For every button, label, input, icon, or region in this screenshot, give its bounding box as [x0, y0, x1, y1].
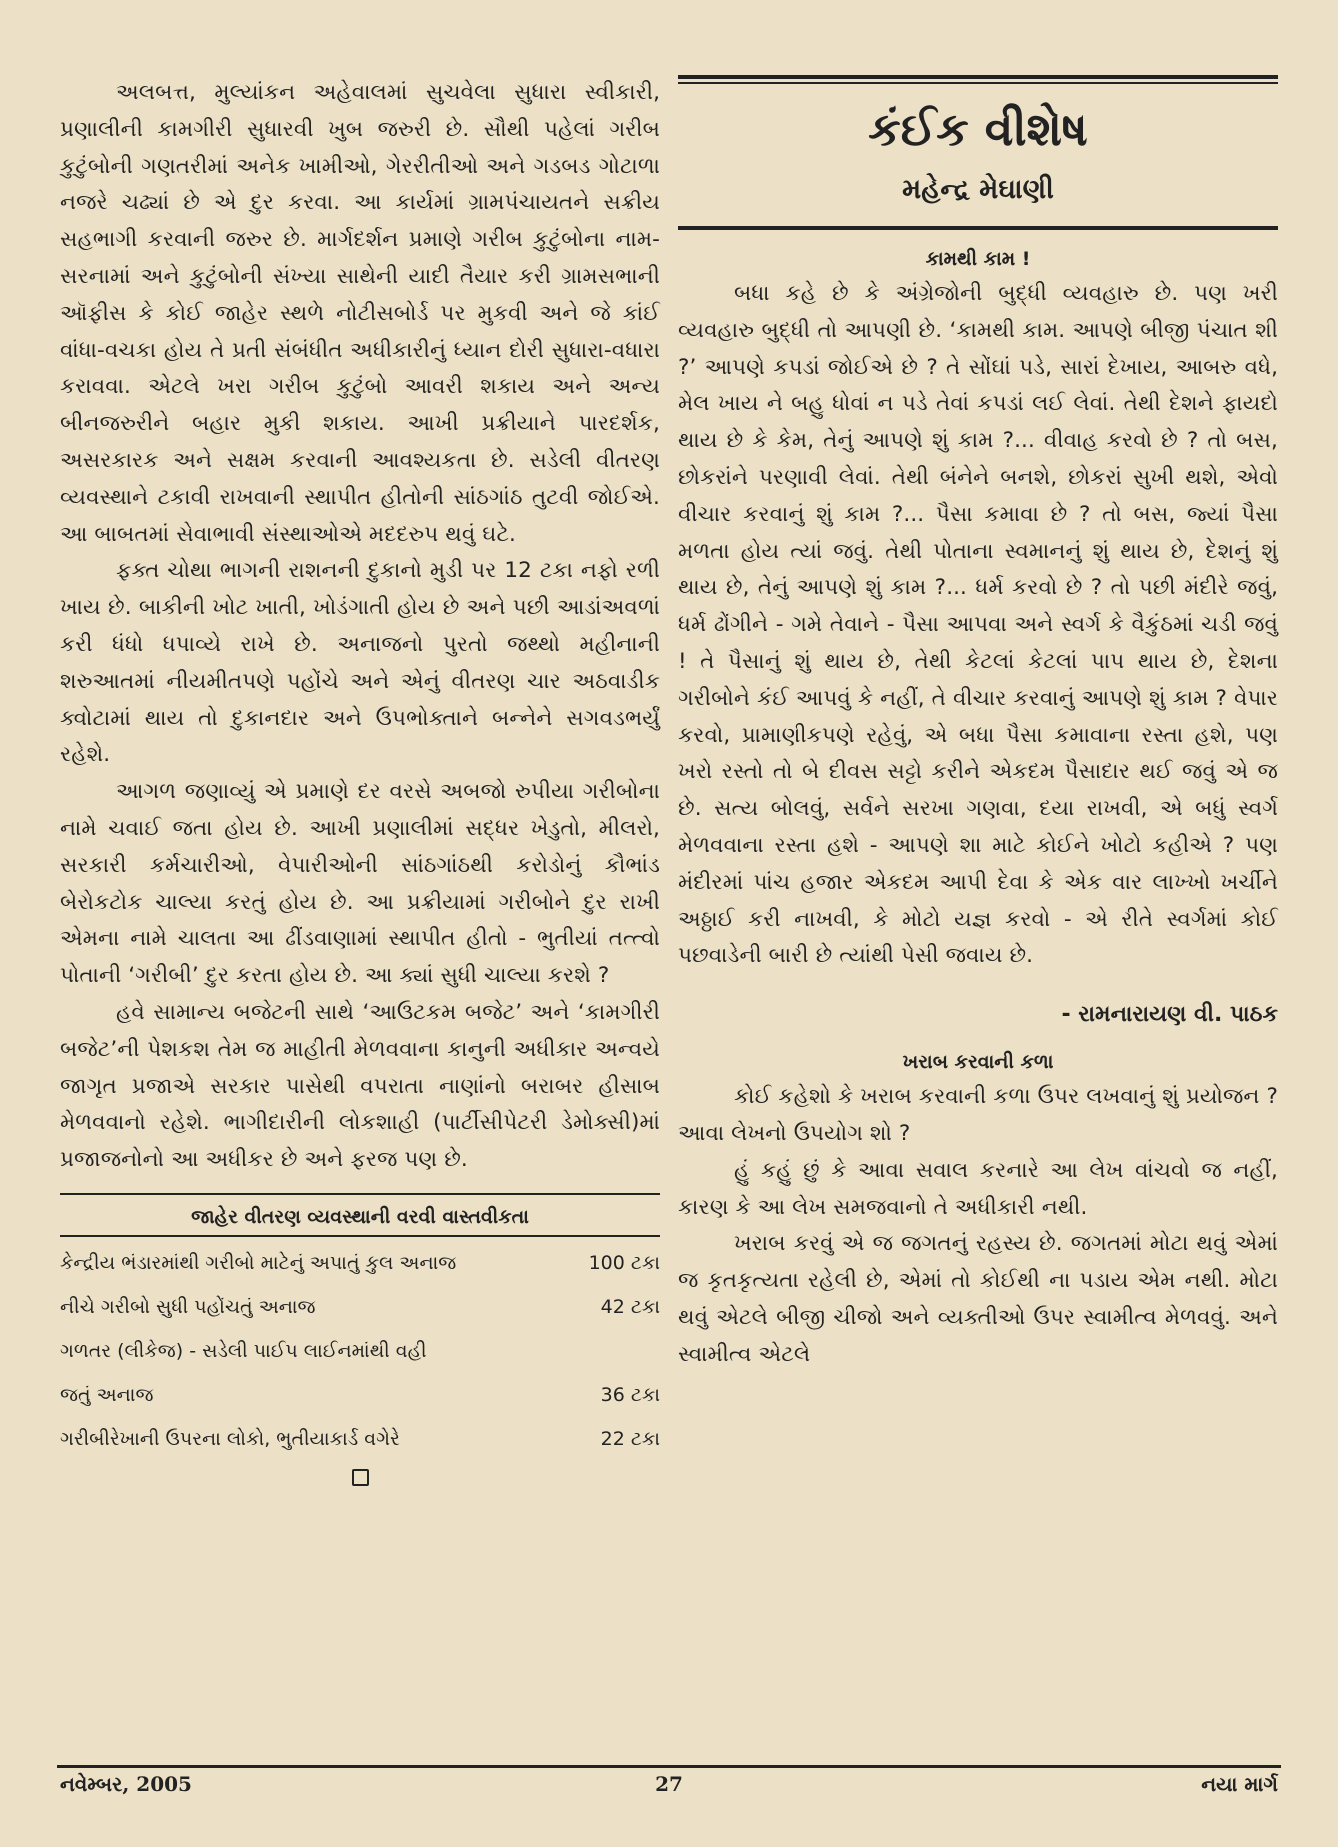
column-top-rule-thin: [678, 82, 1278, 84]
box-row-label: નીચે ગરીબો સુધી પહોંચતું અનાજ: [60, 1295, 316, 1318]
left-paragraph-2: ફક્ત ચોથા ભાગની રાશનની દુકાનો મુડી પર 12 ટકા નફો રળી ખાય છે. બાકીની ખોટ ખાતી, ખોડંગાતી હોય છે અને પછી આડાંઅવળાં કરી ધંધો ધપાવ્યે રાખે છે. અનાજનો પુરતો જથ્થો મહીનાની શરુઆતમાં નીયમીતપણે પહોંચે અને એનું વીતરણ ચાર અઠવાડીક ક્વોટામાં થાય તો દુકાનદાર અને ઉપભોક્તાને બન્નેને સગવડભર્યું રહેશે.: [60, 558, 660, 768]
section1-paragraph: બધા કહે છે કે અંગ્રેજોની બુદ્ધી વ્યવહારુ છે. પણ ખરી વ્યવહારુ બુદ્ધી તો આપણી છે. ‘કામથી કામ. આપણે બીજી પંચાત શી ?’ આપણે કપડાં જોઈએ છે ? તે સોંઘાં પડે, સારાં દેખાય, આબરુ વધે, મેલ ખાય ને બહુ ધોવાં ન પડે તેવાં કપડાં લઈ લેવાં. તેથી દેશને ફાયદો થાય છે કે કેમ, તેનું આપણે શું કામ ?... વીવાહ કરવો છે ? તો બસ, છોકરાંને પરણાવી લેવાં. તેથી બંનેને બનશે, છોકરાં સુખી થશે, એવો વીચાર કરવાનું શું કામ ?... પૈસા કમાવા છે ? તો બસ, જ્યાં પૈસા મળતા હોય ત્યાં જવું. તેથી પોતાના સ્વમાનનું શું થાય છે, દેશનું શું થાય છે, તેનું આપણે શું કામ ?... ધર્મ કરવો છે ? તો પછી મંદીરે જવું, ધર્મ ઢોંગીને - ગમે તેવાને - પૈસા આપવા અને સ્વર્ગ કે વૈકુંઠમાં ચડી જવું ! તે પૈસાનું શું થાય છે, તેથી કેટલાં કેટલાં પાપ થાય છે, દેશના ગરીબોને કંઈ આપવું કે નહીં, તે વીચાર કરવાનું આપણે શું કામ ? વેપાર કરવો, પ્રામાણીકપણે રહેવું, એ બધા પૈસા કમાવાના રસ્તા હશે, પણ ખરો રસ્તો તો બે દીવસ સટ્ટો કરીને એકદમ પૈસાદાર થઈ જવું એ જ છે. સત્ય બોલવું, સર્વને સરખા ગણવા, દયા રાખવી, એ બધું સ્વર્ગ મેળવવાના રસ્તા હશે - આપણે શા માટે કોઈને ખોટો કહીએ ? પણ મંદીરમાં પાંચ હજાર એકદમ આપી દેવા કે એક વાર લાખ્ખો ખર્ચીને અઠ્ઠાઈ કરી નાખવી, કે મોટો યજ્ઞ કરવો - એ રીતે સ્વર્ગમાં કોઈ પછવાડેની બારી છે ત્યાંથી પેસી જવાય છે.: [678, 281, 1278, 969]
column-title: કંઈક વીશેષ: [868, 102, 1088, 156]
box-row-value: 42 ટકા: [600, 1295, 660, 1318]
box-row-value: 100 ટકા: [588, 1251, 660, 1274]
section2-paragraph-3: ખરાબ કરવું એ જ જગતનું રહસ્ય છે. જગતમાં મોટા થવું એમાં જ કૃતકૃત્યતા રહેલી છે, એમાં તો કોઈથી ના પડાય એમ નથી. મોટા થવું એટલે બીજી ચીજો અને વ્યક્તીઓ ઉપર સ્વામીત્વ મેળવવું. અને સ્વામીત્વ એટલે: [678, 1231, 1278, 1367]
page-footer: [60, 1772, 1278, 1812]
section2-paragraph-2: હું કહું છું કે આવા સવાલ કરનારે આ લેખ વાંચવો જ નહીં, કારણ કે આ લેખ સમજવાનો તે અધીકારી નથી.: [678, 1157, 1278, 1220]
end-mark-icon: [352, 1469, 369, 1486]
box-row-label: ગરીબીરેખાની ઉપરના લોકો, ભુતીયાકાર્ડ વગેરે: [60, 1427, 400, 1450]
footer-magazine-name: નયા માર્ગ: [1201, 1772, 1278, 1796]
column-header-rule: [678, 226, 1278, 230]
box-row: [60, 1417, 660, 1461]
box-row-label: જતું અનાજ: [60, 1383, 154, 1406]
box-title-rule: [60, 1235, 660, 1237]
column-author: મહેન્દ્ર મેઘાણી: [902, 174, 1054, 205]
left-paragraph-4: હવે સામાન્ય બજેટની સાથે ‘આઉટકમ બજેટ’ અને ‘કામગીરી બજેટ’ની પેશકશ તેમ જ માહીતી મેળવવાના કાનુની અધીકાર અન્વયે જાગૃત પ્રજાએ સરકાર પાસેથી વપરાતા નાણાંનો બરાબર હીસાબ મેળવવાનો રહેશે. ભાગીદારીની લોકશાહી (પાર્ટીસીપેટરી ડેમોક્સી)માં પ્રજાજનોનો આ અધીકર છે અને ફરજ પણ છે.: [60, 999, 660, 1173]
box-row-value: 22 ટકા: [600, 1427, 660, 1450]
section1-heading: કામથી કામ !: [925, 248, 1031, 270]
box-row: [60, 1241, 660, 1285]
box-row-value: 36 ટકા: [600, 1383, 660, 1406]
box-row-label: ગળતર (લીકેજ) - સડેલી પાઈપ લાઈનમાંથી વહી: [60, 1339, 427, 1362]
box-top-rule: [60, 1193, 660, 1195]
footer-page-number: 27: [655, 1772, 683, 1796]
box-rows: [60, 1241, 660, 1461]
footer-date: નવેમ્બર, 2005: [60, 1772, 192, 1796]
box-row: [60, 1373, 660, 1417]
right-column: [678, 75, 1278, 1374]
section2-paragraph-1: કોઈ કહેશો કે ખરાબ કરવાની કળા ઉપર લખવાનું શું પ્રયોજન ? આવા લેખનો ઉપયોગ શો ?: [678, 1084, 1278, 1146]
section2-heading: ખરાબ કરવાની કળા: [902, 1051, 1054, 1074]
left-column: [60, 75, 660, 1486]
box-row-label: કેન્દ્રીય ભંડારમાંથી ગરીબો માટેનું અપાતું કુલ અનાજ: [60, 1251, 457, 1274]
box-row: [60, 1285, 660, 1329]
pds-reality-box: [60, 1193, 660, 1486]
left-paragraph-1: અલબત્ત, મુલ્યાંકન અહેવાલમાં સુચવેલા સુધારા સ્વીકારી, પ્રણાલીની કામગીરી સુધારવી ખુબ જરુરી છે. સૌથી પહેલાં ગરીબ કુટુંબોની ગણતરીમાં અનેક ખામીઓ, ગેરરીતીઓ અને ગડબડ ગોટાળા નજરે ચઢ્યાં છે એ દુર કરવા. આ કાર્યમાં ગ્રામપંચાયતને સક્રીય સહભાગી કરવાની જરુર છે. માર્ગદર્શન પ્રમાણે ગરીબ કુટુંબોના નામ-સરનામાં અને કુટુંબોની સંખ્યા સાથેની યાદી તૈયાર કરી ગ્રામસભાની ઑફીસ કે કોઈ જાહેર સ્થળે નોટીસબોર્ડ પર મુકવી અને જે કાંઈ વાંધા-વચકા હોય તે પ્રતી સંબંધીત અધીકારીનું ધ્યાન દોરી સુધારા-વધારા કરાવવા. એટલે ખરા ગરીબ કુટુંબો આવરી શકાય અને અન્ય બીનજરુરીને બહાર મુકી શકાય. આખી પ્રક્રીયાને પારદર્શક, અસરકારક અને સક્ષમ કરવાની આવશ્યકતા છે. સડેલી વીતરણ વ્યવસ્થાને ટકાવી રાખવાની સ્થાપીત હીતોની સાંઠગાંઠ તુટવી જોઈએ. આ બાબતમાં સેવાભાવી સંસ્થાઓએ મદદરુપ થવું ઘટે.: [60, 80, 660, 547]
section1-signature: - રામનારાયણ વી. પાઠક: [1061, 1002, 1278, 1028]
box-title: જાહેર વીતરણ વ્યવસ્થાની વરવી વાસ્તવીકતા: [191, 1205, 529, 1228]
box-row: [60, 1329, 660, 1373]
footer-rule: [57, 1765, 1281, 1768]
left-paragraph-3: આગળ જણાવ્યું એ પ્રમાણે દર વરસે અબજો રુપીયા ગરીબોના નામે ચવાઈ જતા હોય છે. આખી પ્રણાલીમાં સદ્ધર ખેડુતો, મીલરો, સરકારી કર્મચારીઓ, વેપારીઓની સાંઠગાંઠથી કરોડોનું કૌભાંડ બેરોકટોક ચાલ્યા કરતું હોય છે. આ પ્રક્રીયામાં ગરીબોને દુર રાખી એમના નામે ચાલતા આ ઢીંડવાણામાં સ્થાપીત હીતો - ભુતીયાં તત્ત્વો પોતાની ‘ગરીબી’ દુર કરતા હોય છે. આ ક્યાં સુધી ચાલ્યા કરશે ?: [60, 779, 660, 989]
